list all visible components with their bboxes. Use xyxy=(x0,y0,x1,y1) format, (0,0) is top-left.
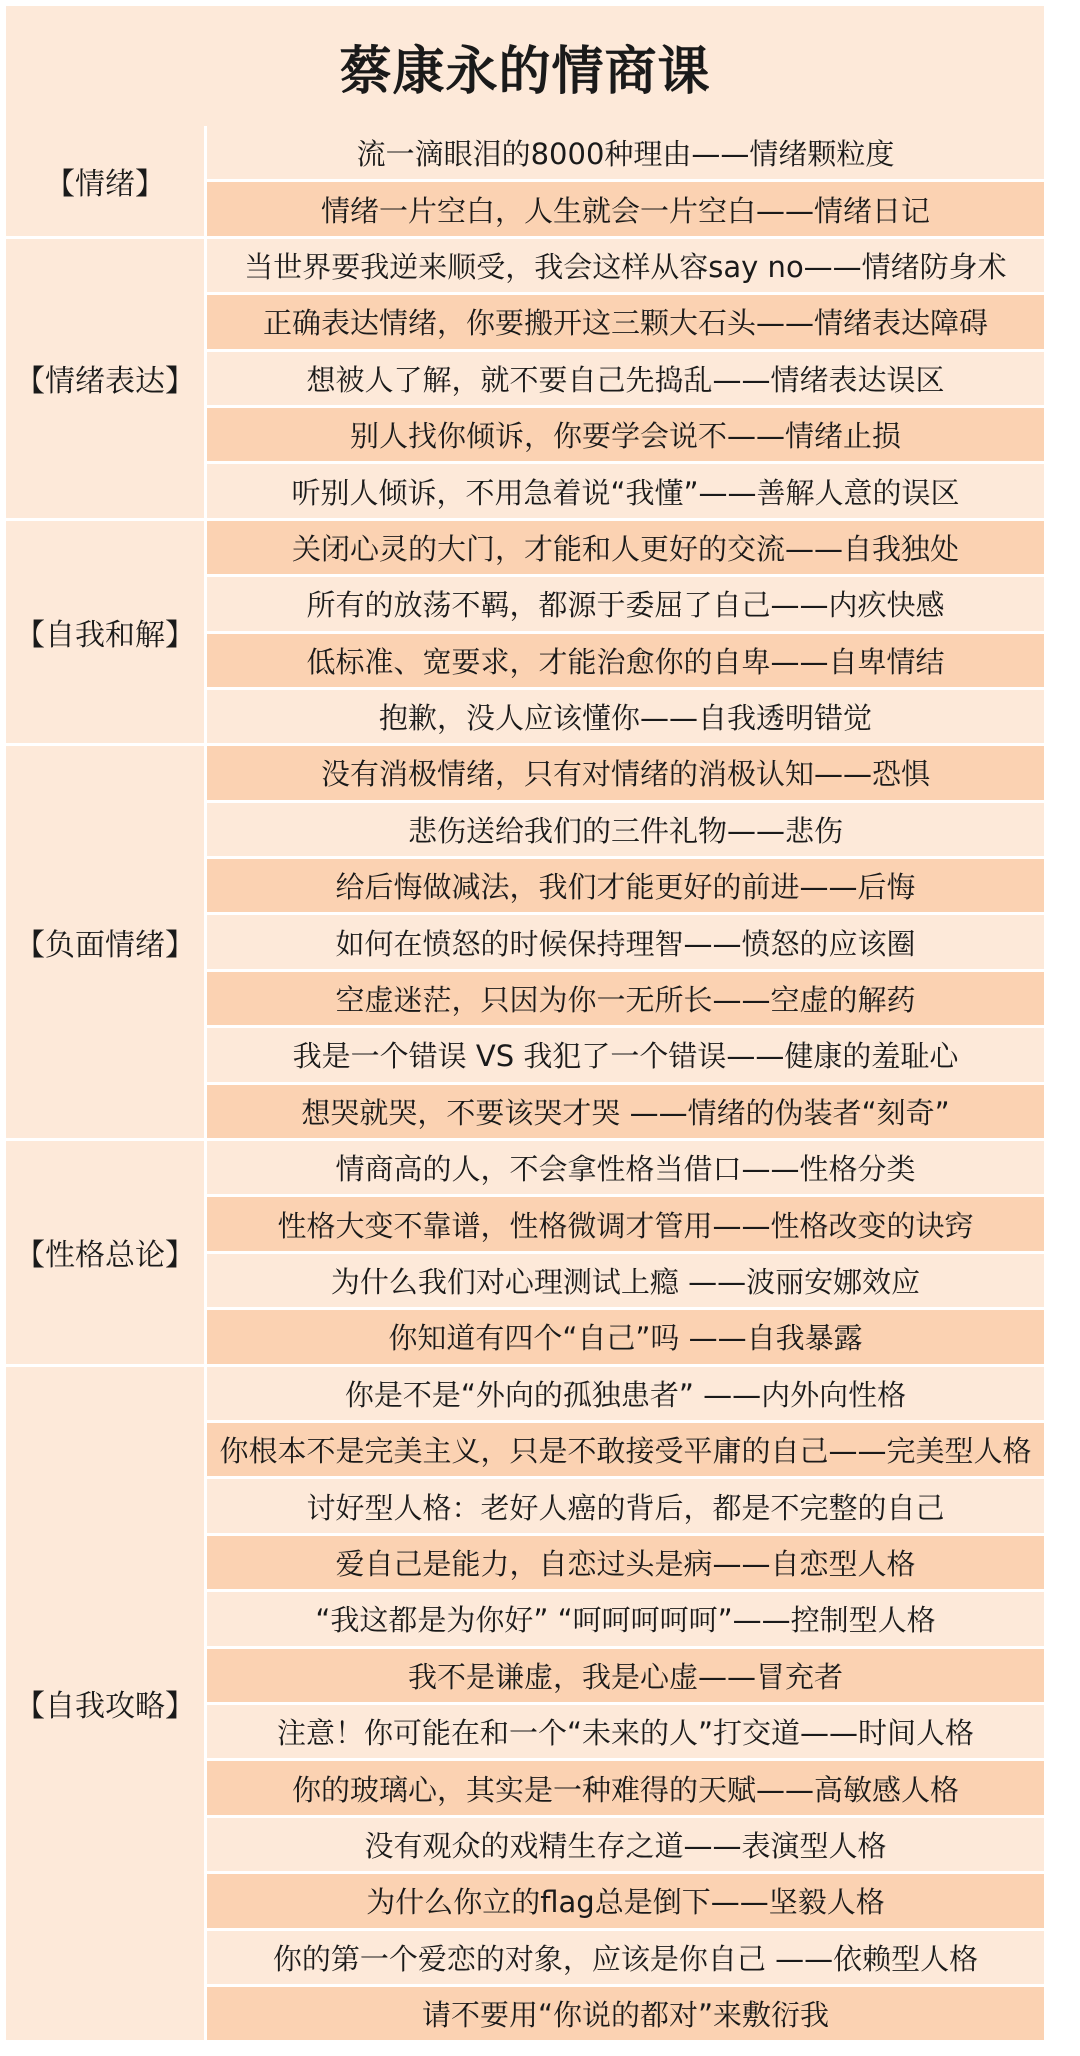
lesson-row: 请不要用“你说的都对”来敷衍我 xyxy=(204,1987,1044,2043)
category-cell: 【情绪】 xyxy=(6,126,204,239)
lesson-row: 你根本不是完美主义，只是不敢接受平庸的自己——完美型人格 xyxy=(204,1423,1044,1479)
category-cell: 【性格总论】 xyxy=(6,1141,204,1367)
lesson-row: 情绪一片空白，人生就会一片空白——情绪日记 xyxy=(204,182,1044,238)
category-cell: 【自我攻略】 xyxy=(6,1367,204,2044)
lesson-row: 想哭就哭，不要该哭才哭 ——情绪的伪装者“刻奇” xyxy=(204,1085,1044,1141)
lesson-row: 你的第一个爱恋的对象，应该是你自己 ——依赖型人格 xyxy=(204,1931,1044,1987)
lesson-row: 没有消极情绪，只有对情绪的消极认知——恐惧 xyxy=(204,746,1044,802)
category-cell: 【负面情绪】 xyxy=(6,746,204,1141)
course-grid xyxy=(6,126,1044,2043)
lesson-row: 讨好型人格：老好人癌的背后，都是不完整的自己 xyxy=(204,1479,1044,1535)
lesson-row: 爱自己是能力，自恋过头是病——自恋型人格 xyxy=(204,1536,1044,1592)
page-title: 蔡康永的情商课 xyxy=(6,6,1044,126)
lesson-row: 你是不是“外向的孤独患者” ——内外向性格 xyxy=(204,1367,1044,1423)
category-cell: 【情绪表达】 xyxy=(6,239,204,521)
lesson-row: 性格大变不靠谱，性格微调才管用——性格改变的诀窍 xyxy=(204,1197,1044,1253)
lesson-row: 关闭心灵的大门，才能和人更好的交流——自我独处 xyxy=(204,521,1044,577)
lesson-row: 为什么我们对心理测试上瘾 ——波丽安娜效应 xyxy=(204,1254,1044,1310)
lesson-row: 所有的放荡不羁，都源于委屈了自己——内疚快感 xyxy=(204,577,1044,633)
course-table xyxy=(6,6,1044,2050)
category-cell: 【自我和解】 xyxy=(6,521,204,747)
lesson-row: 如何在愤怒的时候保持理智——愤怒的应该圈 xyxy=(204,915,1044,971)
lesson-row: 为什么你立的flag总是倒下——坚毅人格 xyxy=(204,1874,1044,1930)
lesson-row: 给后悔做减法，我们才能更好的前进——后悔 xyxy=(204,859,1044,915)
lesson-row: 我不是谦虚，我是心虚——冒充者 xyxy=(204,1649,1044,1705)
lesson-row: 低标准、宽要求，才能治愈你的自卑——自卑情结 xyxy=(204,634,1044,690)
lesson-row: “我这都是为你好” “呵呵呵呵呵”——控制型人格 xyxy=(204,1592,1044,1648)
lesson-row: 注意！你可能在和一个“未来的人”打交道——时间人格 xyxy=(204,1705,1044,1761)
lesson-row: 情商高的人，不会拿性格当借口——性格分类 xyxy=(204,1141,1044,1197)
lesson-row: 当世界要我逆来顺受，我会这样从容say no——情绪防身术 xyxy=(204,239,1044,295)
lesson-row: 抱歉，没人应该懂你——自我透明错觉 xyxy=(204,690,1044,746)
lesson-row: 想被人了解，就不要自己先捣乱——情绪表达误区 xyxy=(204,352,1044,408)
lesson-row: 你知道有四个“自己”吗 ——自我暴露 xyxy=(204,1310,1044,1366)
lesson-row: 没有观众的戏精生存之道——表演型人格 xyxy=(204,1818,1044,1874)
lesson-row: 悲伤送给我们的三件礼物——悲伤 xyxy=(204,803,1044,859)
lesson-row: 空虚迷茫，只因为你一无所长——空虚的解药 xyxy=(204,972,1044,1028)
lesson-row: 正确表达情绪，你要搬开这三颗大石头——情绪表达障碍 xyxy=(204,295,1044,351)
lesson-row: 流一滴眼泪的8000种理由——情绪颗粒度 xyxy=(204,126,1044,182)
lesson-row: 听别人倾诉，不用急着说“我懂”——善解人意的误区 xyxy=(204,464,1044,520)
lesson-row: 别人找你倾诉，你要学会说不——情绪止损 xyxy=(204,408,1044,464)
lesson-row: 我是一个错误 VS 我犯了一个错误——健康的羞耻心 xyxy=(204,1028,1044,1084)
lesson-row: 你的玻璃心，其实是一种难得的天赋——高敏感人格 xyxy=(204,1761,1044,1817)
